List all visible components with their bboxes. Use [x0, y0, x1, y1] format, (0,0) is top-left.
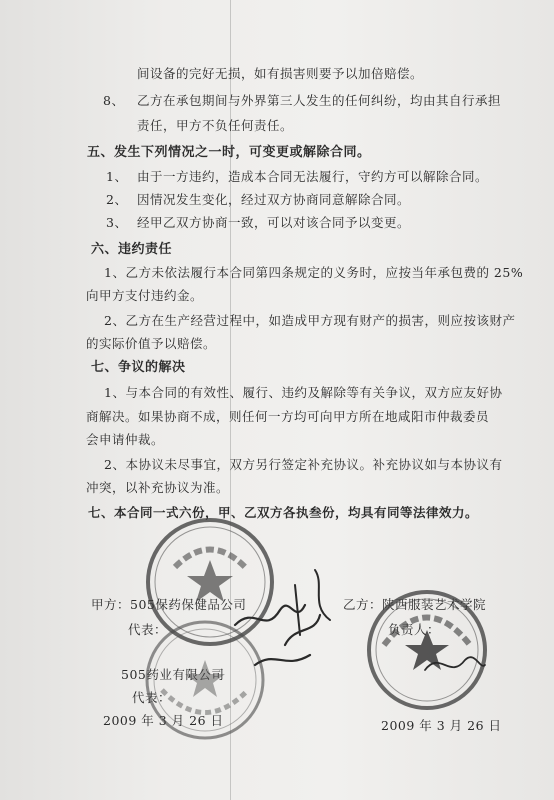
section-heading: 七、争议的解决 [91, 360, 186, 375]
party-b-rep: 负责人： [388, 622, 441, 637]
text-line: 因情况发生变化，经过双方协商同意解除合同。 [137, 192, 411, 207]
text-line: 经甲乙双方协商一致，可以对该合同予以变更。 [137, 215, 411, 230]
text-line: 2、本协议未尽事宜，双方另行签定补充协议。补充协议如与本协议有 [104, 457, 503, 472]
text-line: 2、乙方在生产经营过程中，如造成甲方现有财产的损害，则应按该财产 [104, 313, 516, 328]
text-line: 1、与本合同的有效性、履行、违约及解除等有关争议，双方应友好协 [104, 385, 503, 400]
text-line: 商解决。如果协商不成，则任何一方均可向甲方所在地咸阳市仲裁委员 [86, 409, 490, 424]
party-a2-rep: 代表： [132, 690, 172, 705]
handwritten-signature-b [420, 640, 490, 690]
clause-number: 1、 [106, 169, 128, 184]
text-line: 冲突，以补充协议为准。 [86, 480, 230, 495]
section-heading: 五、发生下列情况之一时，可变更或解除合同。 [87, 145, 371, 160]
text-line: 责任，甲方不负任何责任。 [137, 118, 294, 133]
text-line: 向甲方支付违约金。 [86, 288, 204, 303]
clause-number: 8、 [103, 93, 125, 108]
clause-number: 2、 [106, 192, 128, 207]
handwritten-stroke [300, 565, 350, 625]
clause-number: 3、 [106, 215, 128, 230]
section-heading: 六、违约责任 [91, 242, 173, 257]
party-a2-label: 505药业有限公司 [121, 667, 225, 682]
text-line: 间设备的完好无损，如有损害则要予以加倍赔偿。 [137, 66, 424, 81]
party-a-date: 2009 年 3 月 26 日 [103, 713, 224, 728]
text-line: 会申请仲裁。 [86, 432, 165, 447]
party-a-rep: 代表： [128, 622, 168, 637]
text-line: 由于一方违约，造成本合同无法履行，守约方可以解除合同。 [137, 169, 489, 184]
party-b-date: 2009 年 3 月 26 日 [381, 718, 502, 733]
party-b-label: 乙方：陕西服装艺术学院 [343, 597, 487, 612]
text-line: 乙方在承包期间与外界第三人发生的任何纠纷，均由其自行承担 [137, 93, 502, 108]
text-line: 1、乙方未依法履行本合同第四条规定的义务时，应按当年承包费的 25% [104, 265, 524, 280]
final-clause: 七、本合同一式六份，甲、乙双方各执叁份，均具有同等法律效力。 [88, 505, 479, 520]
text-line: 的实际价值予以赔偿。 [86, 336, 217, 351]
party-a-label: 甲方：505保药保健品公司 [91, 597, 247, 612]
